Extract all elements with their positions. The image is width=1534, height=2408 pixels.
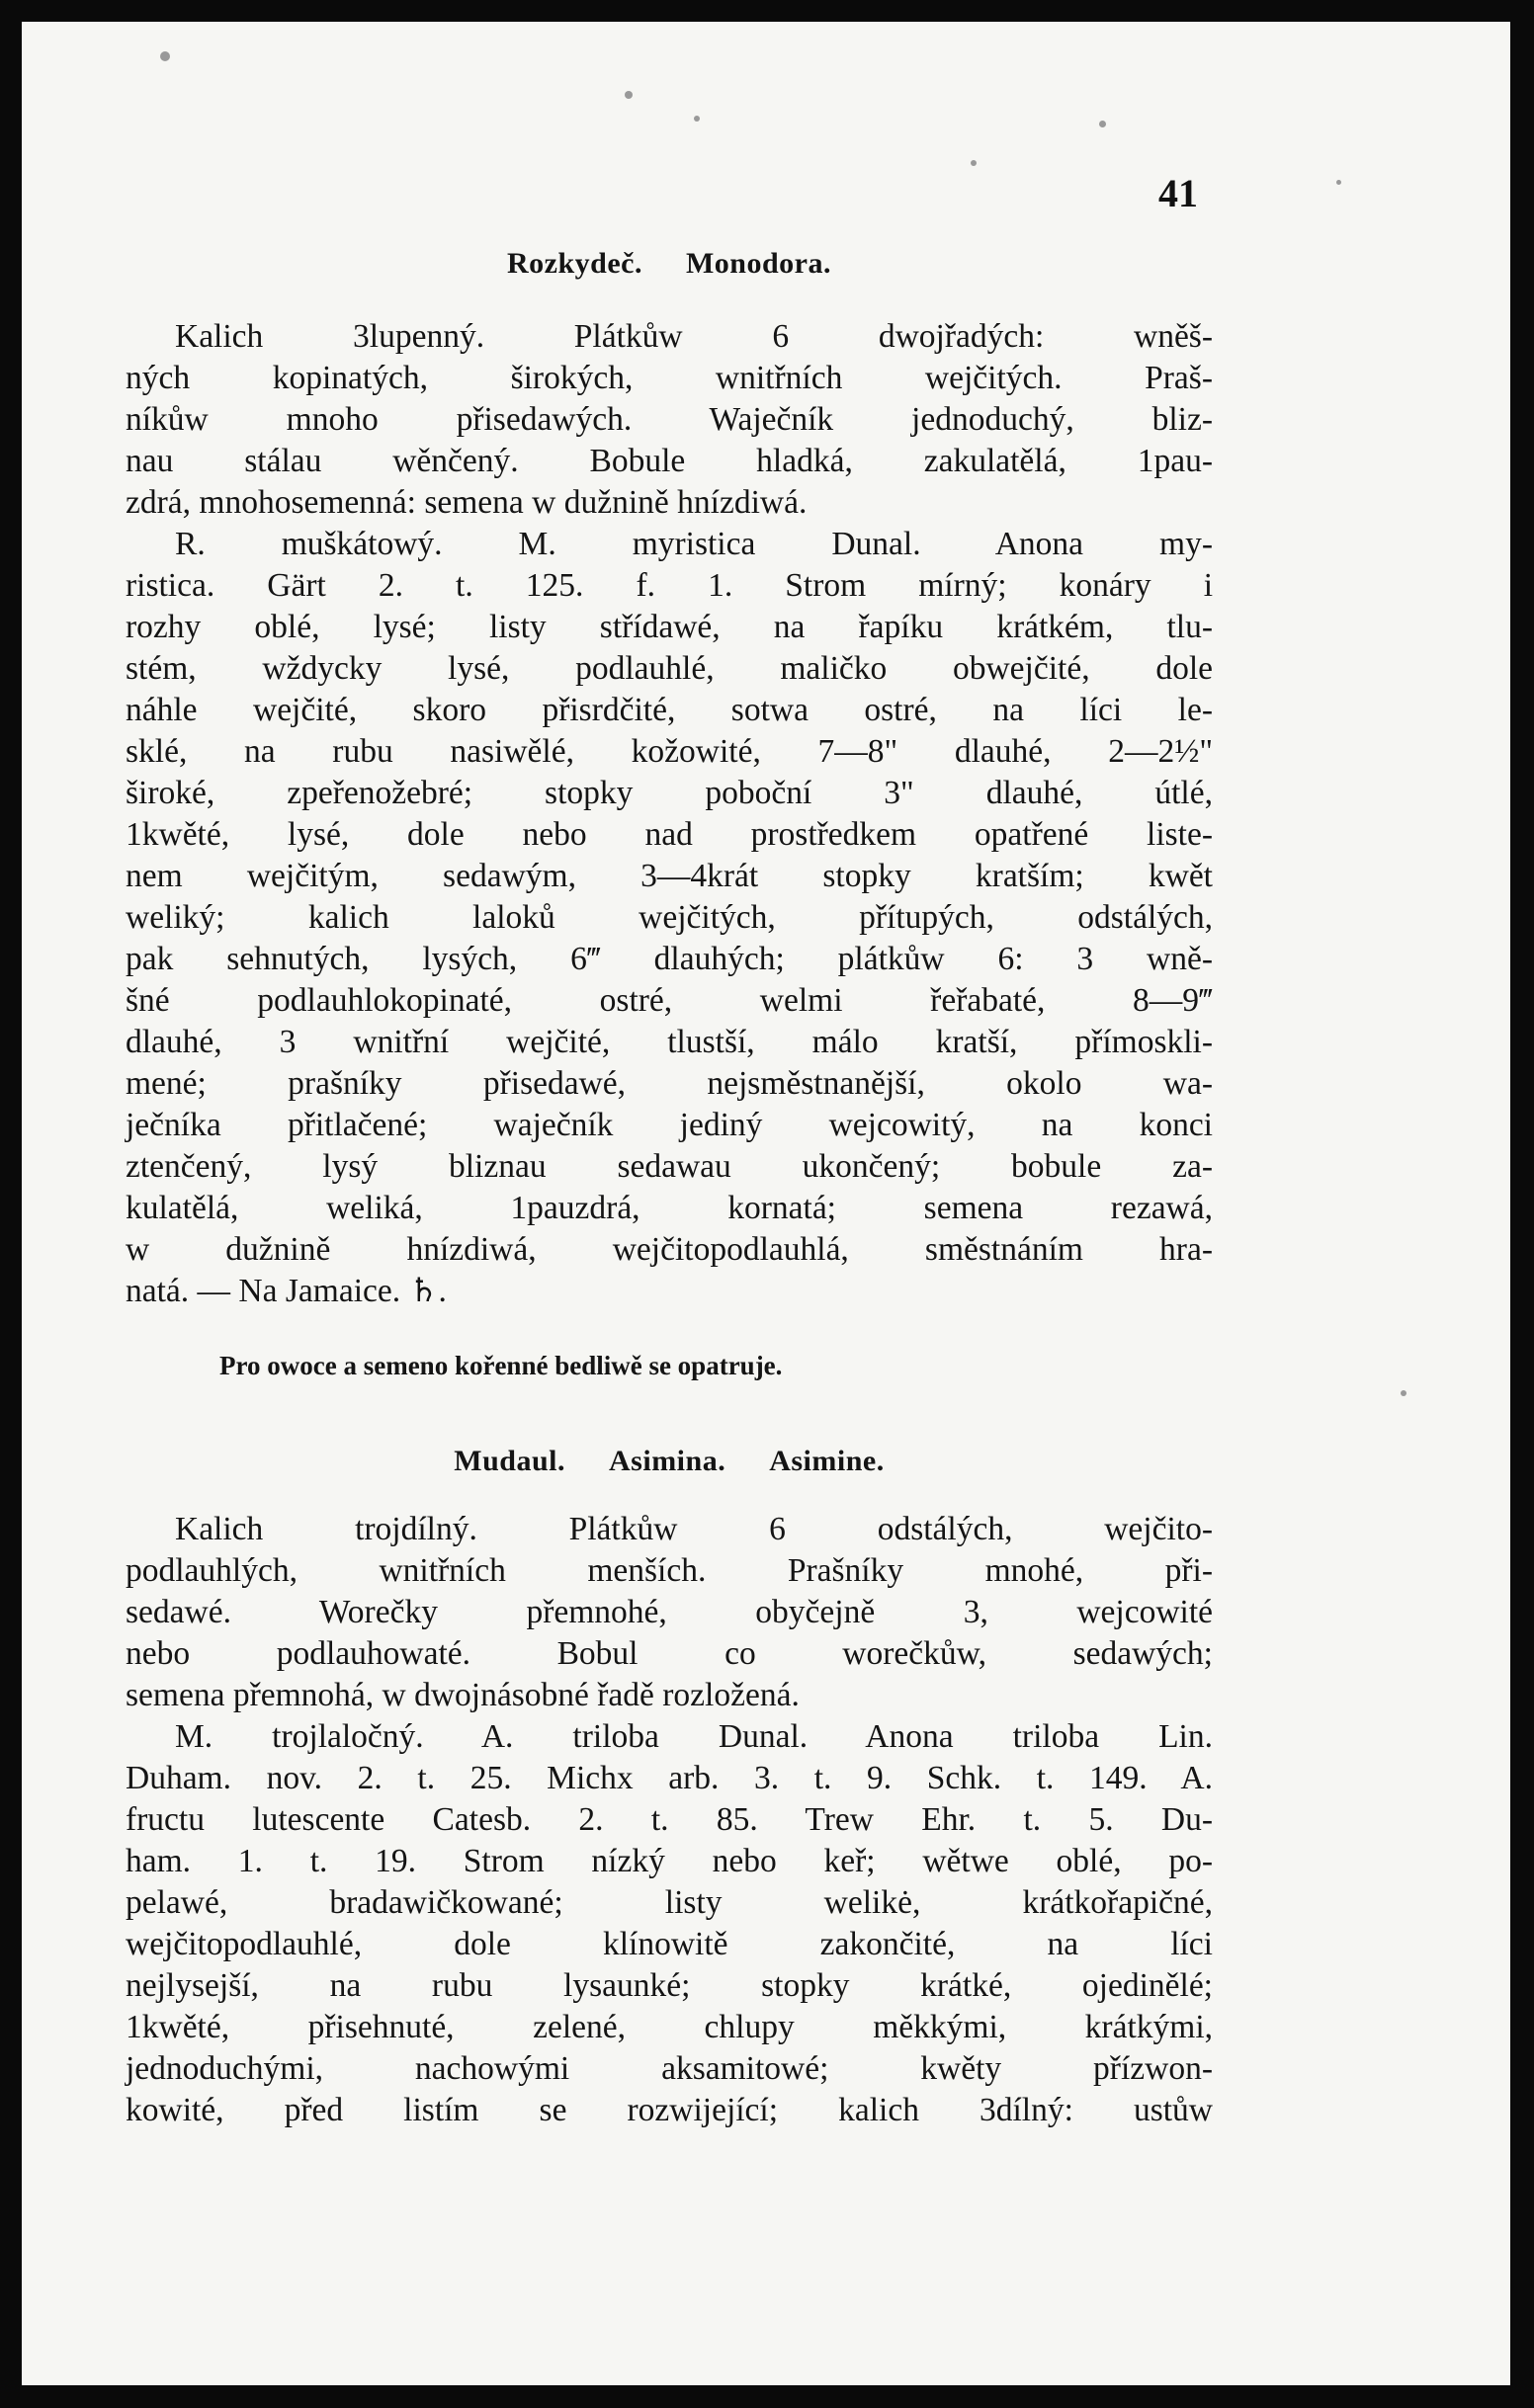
page-number: 41 bbox=[1158, 171, 1198, 215]
text-line: nejlysejší, na rubu lysaunké; stopky krátké, ojedinělé; bbox=[126, 1967, 1213, 2004]
text-line: dlauhé, 3 wnitřní wejčité, tlustší, málo kratší, přímoskli- bbox=[126, 1024, 1213, 1060]
text-line: w dužnině hnízdiwá, wejčitopodlauhlá, směstnáním hra- bbox=[126, 1231, 1213, 1268]
text-line: stém, wždycky lysé, podlauhlé, maličko obwejčité, dole bbox=[126, 650, 1213, 687]
text-line: ham. 1. t. 19. Strom nízký nebo keř; wětwe oblé, po- bbox=[126, 1843, 1213, 1879]
text-line: 1kwěté, lysé, dole nebo nad prostředkem opatřené liste- bbox=[126, 816, 1213, 853]
text-line: ztenčený, lysý bliznau sedawau ukončený; bobule za- bbox=[126, 1148, 1213, 1185]
heading-czech-name: Mudaul. bbox=[454, 1445, 566, 1477]
text-line: nebo podlauhowaté. Bobul co worečkůw, sedawých; bbox=[126, 1635, 1213, 1672]
heading-latin-name: Asimina. bbox=[609, 1445, 726, 1477]
genus-heading-asimina bbox=[126, 1445, 1213, 1478]
text-line: pelawé, bradawičkowané; listy welikė, krátkořapičné, bbox=[126, 1884, 1213, 1921]
text-line: Kalich 3lupenný. Plátkůw 6 dwojřadých: wněš- bbox=[175, 318, 1213, 355]
print-speck bbox=[625, 91, 633, 99]
species-usage-note: Pro owoce a semeno kořenné bedliwě se opatruje. bbox=[219, 1351, 783, 1380]
text-line: wejčitopodlauhlé, dole klínowitě zakončité, na líci bbox=[126, 1926, 1213, 1962]
text-line: R. muškátowý. M. myristica Dunal. Anona my- bbox=[175, 526, 1213, 562]
text-line: ných kopinatých, širokých, wnitřních wejčitých. Praš- bbox=[126, 360, 1213, 396]
text-line: rozhy oblé, lysé; listy střídawé, na řapíku krátkém, tlu- bbox=[126, 609, 1213, 645]
text-line: nem wejčitým, sedawým, 3—4krát stopky kratším; kwět bbox=[126, 858, 1213, 894]
heading-latin-name: Monodora. bbox=[685, 247, 831, 280]
text-line: široké, zpeřenožebré; stopky poboční 3" dlauhé, útlé, bbox=[126, 775, 1213, 811]
print-speck bbox=[1099, 121, 1106, 127]
text-line: Duham. nov. 2. t. 25. Michx arb. 3. t. 9. Schk. t. 149. A. bbox=[126, 1760, 1213, 1796]
text-line: fructu lutescente Catesb. 2. t. 85. Trew Ehr. t. 5. Du- bbox=[126, 1801, 1213, 1838]
text-line: M. trojlaločný. A. triloba Dunal. Anona triloba Lin. bbox=[175, 1718, 1213, 1755]
genus-description-asimina bbox=[126, 1509, 1213, 2131]
print-speck bbox=[160, 51, 170, 61]
text-line: náhle wejčité, skoro přisrdčité, sotwa ostré, na líci le- bbox=[126, 692, 1213, 728]
text-line: natá. — Na Jamaice. ♄. bbox=[126, 1273, 447, 1309]
text-line: kulatělá, weliká, 1pauzdrá, kornatá; semena rezawá, bbox=[126, 1190, 1213, 1226]
text-line: mené; prašníky přisedawé, nejsměstnanější, okolo wa- bbox=[126, 1065, 1213, 1102]
heading-czech-name: Rozkydeč. bbox=[507, 247, 642, 280]
text-line: níkůw mnoho přisedawých. Waječník jednoduchý, bliz- bbox=[126, 401, 1213, 438]
text-line: weliký; kalich laloků wejčitých, přítupých, odstálých, bbox=[126, 899, 1213, 936]
text-line: ristica. Gärt 2. t. 125. f. 1. Strom mírný; konáry i bbox=[126, 567, 1213, 604]
text-line: zdrá, mnohosemenná: semena w dužnině hnízdiwá. bbox=[126, 484, 808, 521]
genus-description-monodora bbox=[126, 316, 1213, 1312]
text-line: semena přemnohá, w dwojnásobné řadě rozložená. bbox=[126, 1677, 800, 1713]
text-line: sedawé. Worečky přemnohé, obyčejně 3, wejcowité bbox=[126, 1594, 1213, 1630]
text-line: podlauhlých, wnitřních menších. Prašníky mnohé, při- bbox=[126, 1552, 1213, 1589]
text-line: 1kwěté, přisehnuté, zelené, chlupy měkkými, krátkými, bbox=[126, 2009, 1213, 2045]
print-speck bbox=[1336, 180, 1341, 185]
text-line: ječníka přitlačené; waječník jediný wejcowitý, na konci bbox=[126, 1107, 1213, 1143]
text-line: Kalich trojdílný. Plátkůw 6 odstálých, wejčito- bbox=[175, 1511, 1213, 1547]
print-speck bbox=[694, 116, 700, 122]
book-page bbox=[22, 22, 1510, 2385]
genus-heading-monodora bbox=[126, 247, 1213, 281]
text-line: jednoduchými, nachowými aksamitowé; kwěty přízwon- bbox=[126, 2050, 1213, 2087]
text-line: šné podlauhlokopinaté, ostré, welmi řeřabaté, 8—9‴ bbox=[126, 982, 1213, 1019]
text-line: nau stálau wěnčený. Bobule hladká, zakulatělá, 1pau- bbox=[126, 443, 1213, 479]
heading-alt-name: Asiminе. bbox=[769, 1445, 885, 1477]
text-line: sklé, na rubu nasiwělé, kožowité, 7—8" dlauhé, 2—2½" bbox=[126, 733, 1213, 770]
print-speck bbox=[1401, 1390, 1406, 1396]
print-speck bbox=[971, 160, 977, 166]
text-line: pak sehnutých, lysých, 6‴ dlauhých; plátkůw 6: 3 wně- bbox=[126, 941, 1213, 977]
text-line: kowité, před listím se rozwijející; kalich 3dílný: ustůw bbox=[126, 2092, 1213, 2128]
